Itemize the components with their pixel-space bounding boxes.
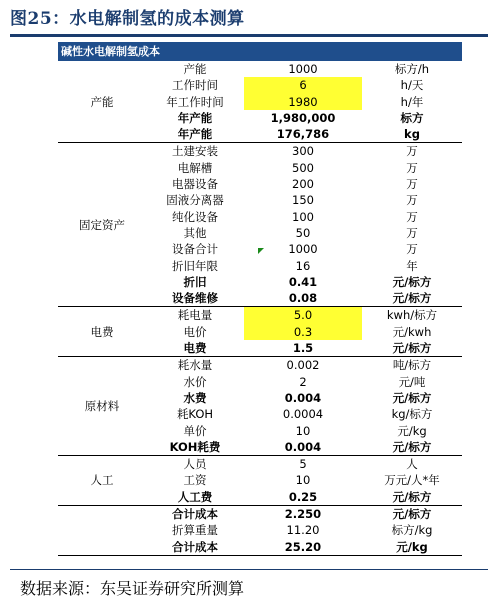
row-unit: 吨/标方 <box>392 358 432 373</box>
row-label: 年产能 <box>177 110 213 125</box>
row-value: 150 <box>292 193 314 208</box>
table-row <box>58 61 462 77</box>
row-label: 其他 <box>183 225 207 240</box>
row-value: 1,980,000 <box>270 110 336 125</box>
group-name: 产能 <box>58 61 146 143</box>
row-unit: 万 <box>406 225 418 240</box>
row-unit: 万元/人*年 <box>384 473 440 488</box>
row-unit: 万 <box>406 209 418 224</box>
row-unit: 标方 <box>400 110 424 125</box>
row-value: 0.0004 <box>282 407 324 422</box>
row-unit: h/天 <box>400 78 424 93</box>
row-label: 折旧 <box>183 274 207 289</box>
group-name: 人工 <box>58 456 146 506</box>
row-unit: 元/标方 <box>362 340 462 357</box>
row-value: 5.0 <box>244 307 362 324</box>
row-unit: 年 <box>406 258 418 273</box>
row-label: 水价 <box>183 374 207 389</box>
row-unit: 万 <box>406 177 418 192</box>
figure-title: 图25：水电解制氢的成本测算 <box>10 9 245 29</box>
row-unit: 元/标方 <box>392 507 432 522</box>
row-unit: 万 <box>406 160 418 175</box>
table-row <box>58 143 462 160</box>
source-note: 数据来源：东吴证券研究所测算 <box>20 579 245 598</box>
row-label: 合计成本 <box>172 507 218 522</box>
row-unit: 元/标方 <box>392 390 432 405</box>
row-value: 100 <box>292 209 314 224</box>
row-value: 2.250 <box>284 507 322 522</box>
row-value: 1000 <box>288 242 318 257</box>
group-name: 原材料 <box>58 357 146 456</box>
row-label: 产能 <box>183 62 207 76</box>
row-value: 0.3 <box>244 324 362 340</box>
row-label: 年产能 <box>146 126 244 143</box>
row-value: 1980 <box>244 94 362 110</box>
row-label: KOH耗费 <box>146 439 244 456</box>
row-unit: 元/kg <box>362 539 462 556</box>
row-label: 人工费 <box>146 489 244 506</box>
row-label: 水费 <box>183 390 207 405</box>
table-row <box>58 357 462 374</box>
row-label: 年工作时间 <box>166 94 224 109</box>
row-label: 折旧年限 <box>172 258 218 273</box>
row-unit: 元/kwh <box>392 324 432 339</box>
row-value: 0.004 <box>244 439 362 456</box>
row-value: 500 <box>292 160 314 175</box>
row-label: 土建安装 <box>172 144 218 159</box>
table-title: 碱性水电解制氢成本 <box>58 42 462 61</box>
cell-comment-marker <box>258 248 264 254</box>
row-label: 工作时间 <box>172 78 218 93</box>
row-label: 折算重量 <box>172 523 218 538</box>
row-unit: kg/标方 <box>391 407 433 422</box>
row-label: 电价 <box>183 324 207 339</box>
row-value: 6 <box>244 77 362 93</box>
row-unit: kwh/标方 <box>386 308 438 323</box>
row-value: 1000 <box>288 62 318 76</box>
row-value: 0.25 <box>244 489 362 506</box>
row-unit: 万 <box>406 242 418 257</box>
row-unit: 人 <box>406 457 418 472</box>
row-label: 电器设备 <box>172 177 218 192</box>
table-row <box>58 456 462 473</box>
row-value: 5 <box>299 457 307 472</box>
row-label: 电解槽 <box>177 160 213 175</box>
table-row <box>58 506 462 523</box>
row-label: 人员 <box>183 457 207 472</box>
row-value: 2 <box>299 374 307 389</box>
row-unit: 元/标方 <box>362 489 462 506</box>
row-unit: 元/标方 <box>362 439 462 456</box>
row-unit: 万 <box>406 193 418 208</box>
group-name <box>58 506 146 556</box>
row-label: 耗电量 <box>177 308 213 323</box>
row-label: 单价 <box>183 423 207 438</box>
row-label: 设备维修 <box>146 290 244 307</box>
row-unit: 标方/kg <box>391 523 433 538</box>
row-label: 工资 <box>183 473 207 488</box>
row-value: 176,786 <box>244 126 362 143</box>
row-label: 设备合计 <box>172 242 218 257</box>
row-label: 耗水量 <box>177 358 213 373</box>
cost-table-body <box>58 61 462 556</box>
title-rule <box>10 34 488 37</box>
row-value: 0.002 <box>286 358 320 373</box>
group-name: 固定资产 <box>58 143 146 307</box>
row-unit: h/年 <box>400 94 424 109</box>
row-label: 合计成本 <box>146 539 244 556</box>
table-row <box>58 307 462 324</box>
row-unit: 元/标方 <box>392 274 432 289</box>
row-value: 16 <box>295 258 311 273</box>
group-name: 电费 <box>58 307 146 357</box>
row-unit: kg <box>362 126 462 143</box>
row-value: 25.20 <box>244 539 362 556</box>
row-value: 200 <box>292 177 314 192</box>
row-value: 300 <box>292 144 314 159</box>
row-unit: 元/标方 <box>362 290 462 307</box>
row-label: 固液分离器 <box>166 193 224 208</box>
row-label: 电费 <box>146 340 244 357</box>
bottom-rule <box>10 569 488 570</box>
row-unit: 元/吨 <box>398 374 426 389</box>
row-value: 11.20 <box>286 523 320 538</box>
row-label: 耗KOH <box>176 407 214 422</box>
row-value: 10 <box>295 423 311 438</box>
row-value: 0.004 <box>284 390 322 405</box>
row-label: 纯化设备 <box>172 209 218 224</box>
row-unit: 标方/h <box>394 62 430 76</box>
row-value: 0.41 <box>288 274 318 289</box>
row-unit: 元/kg <box>397 423 427 438</box>
row-value: 10 <box>295 473 311 488</box>
row-value: 1.5 <box>244 340 362 357</box>
row-unit: 万 <box>406 144 418 159</box>
row-value: 0.08 <box>244 290 362 307</box>
cost-table <box>58 42 462 556</box>
row-value: 50 <box>295 225 311 240</box>
